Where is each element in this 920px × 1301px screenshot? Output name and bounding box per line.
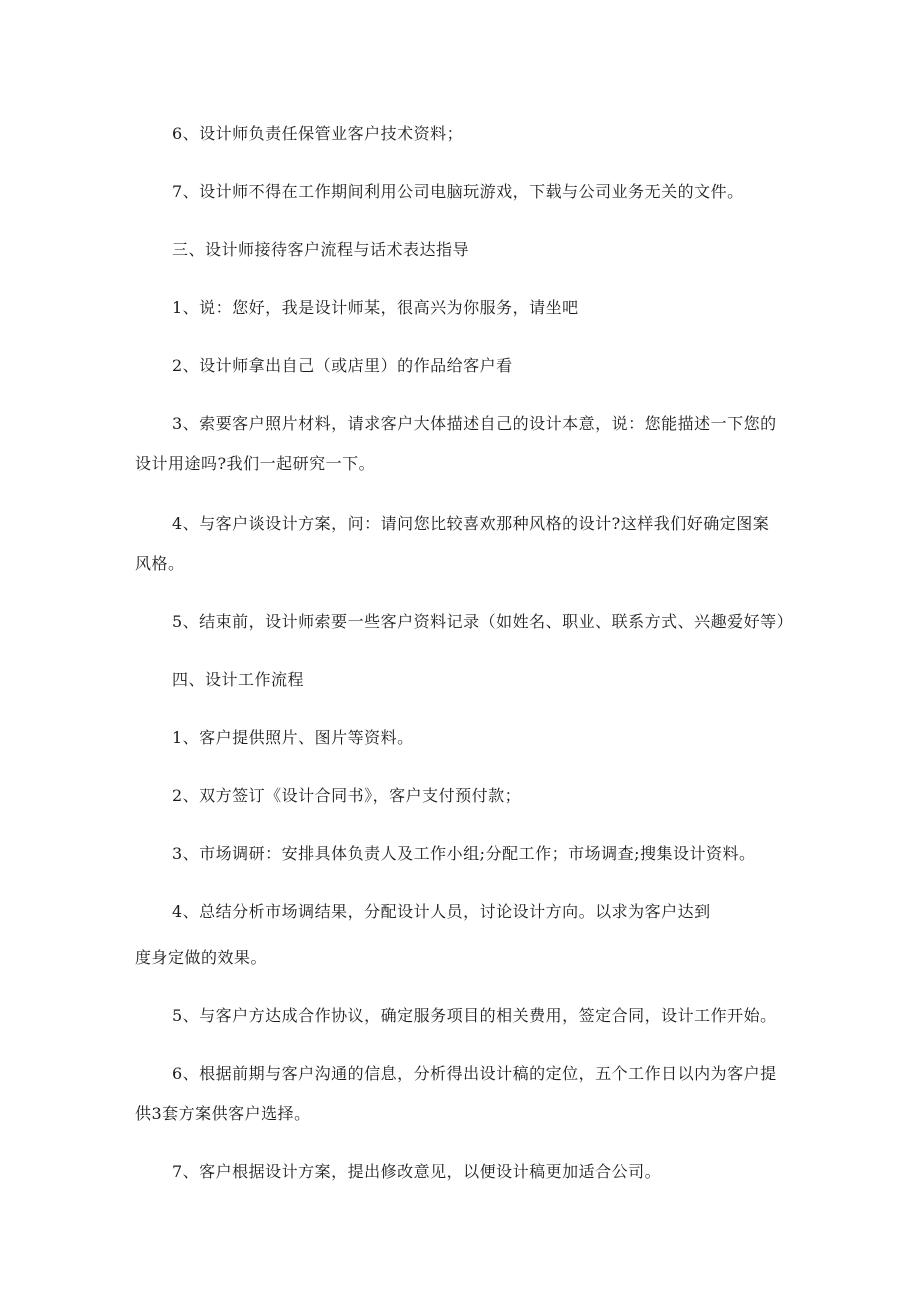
paragraph-workflow-4: 4、总结分析市场调结果，分配设计人员，讨论设计方向。以求为客户达到 [172,902,711,921]
paragraph-workflow-7: 7、客户根据设计方案，提出修改意见，以便设计稿更加适合公司。 [172,1162,662,1181]
paragraph-workflow-6: 6、根据前期与客户沟通的信息，分析得出设计稿的定位，五个工作日以内为客户提 [172,1064,777,1083]
paragraph-reception-4: 4、与客户谈设计方案，问：请问您比较喜欢那种风格的设计?这样我们好确定图案 [172,514,770,533]
paragraph-workflow-5: 5、与客户方达成合作协议，确定服务项目的相关费用，签定合同，设计工作开始。 [172,1006,777,1025]
section-heading-4: 四、设计工作流程 [172,670,305,689]
section-heading-3: 三、设计师接待客户流程与话术表达指导 [172,240,470,259]
paragraph-workflow-2: 2、双方签订《设计合同书》，客户支付预付款； [172,786,522,805]
paragraph-workflow-6-cont: 供3套方案供客户选择。 [135,1104,311,1123]
paragraph-rule-6: 6、设计师负责任保管业客户技术资料； [172,124,464,143]
paragraph-workflow-4-cont: 度身定做的效果。 [135,948,268,967]
paragraph-reception-3: 3、索要客户照片材料，请求客户大体描述自己的设计本意，说：您能描述一下您的 [172,414,777,433]
paragraph-reception-4-cont: 风格。 [135,554,185,573]
paragraph-reception-1: 1、说：您好，我是设计师某，很高兴为你服务，请坐吧 [172,298,579,317]
paragraph-workflow-3: 3、市场调研：安排具体负责人及工作小组;分配工作；市场调查;搜集设计资料。 [172,844,756,863]
paragraph-reception-5: 5、结束前，设计师索要一些客户资料记录（如姓名、职业、联系方式、兴趣爱好等） [172,612,794,631]
paragraph-reception-2: 2、设计师拿出自己（或店里）的作品给客户看 [172,356,513,375]
paragraph-reception-3-cont: 设计用途吗?我们一起研究一下。 [135,454,376,473]
paragraph-rule-7: 7、设计师不得在工作期间利用公司电脑玩游戏，下载与公司业务无关的文件。 [172,182,744,201]
paragraph-workflow-1: 1、客户提供照片、图片等资料。 [172,728,414,747]
